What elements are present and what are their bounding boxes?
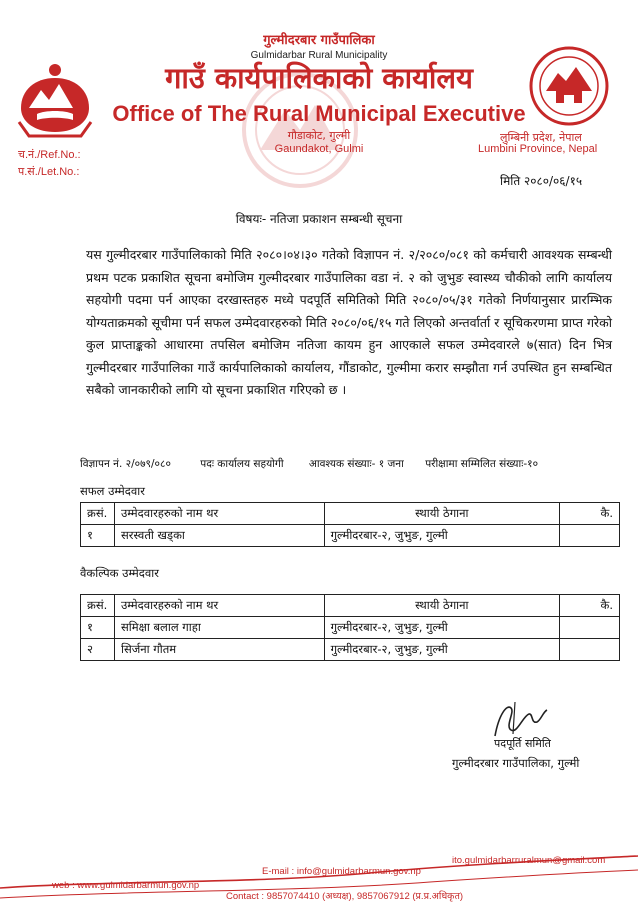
footer-contact: Contact : 9857074410 (अध्यक्ष), 9857067912 (प्र.प्र.अधिकृत) [226,891,464,902]
table-row [81,525,620,547]
cell-sn: १ [81,617,115,639]
col-name: उम्मेदवारहरुको नाम थर [114,503,324,525]
office-title-english: Office of The Rural Municipal Executive [112,101,526,126]
col-sn: क्रसं. [81,503,115,525]
cell-remarks [560,617,620,639]
municipality-name-english: Gulmidarbar Rural Municipality [250,50,388,61]
signatory-title: पदपूर्ति समिति [494,737,551,750]
cell-sn: २ [81,639,115,661]
place-nepali: गौडाकोट, गुल्मी [287,129,351,142]
col-remarks: कै. [560,595,620,617]
footer-website: web : www.gulmidarbarmun.gov.np [52,880,200,891]
cell-address: गुल्मीदरबार-२, जुभुङ, गुल्मी [324,617,560,639]
cell-address: गुल्मीदरबार-२, जुभुङ, गुल्मी [324,525,560,547]
successful-label: सफल उम्मेदवार [80,484,145,498]
col-address: स्थायी ठेगाना [324,503,560,525]
cell-sn: १ [81,525,115,547]
office-title-nepali: गाउँ कार्यपालिकाको कार्यालय [165,61,473,95]
province-english: Lumbini Province, Nepal [478,143,598,155]
footer-email-1: E-mail : info@gulmidarbarmun.gov.np [262,866,421,877]
cell-name: सिर्जना गौतम [114,639,324,661]
advert-post: पदः कार्यालय सहयोगी [200,458,284,470]
place-english: Gaundakot, Gulmi [274,143,364,155]
cell-name: सरस्वती खड्का [114,525,324,547]
cell-remarks [560,639,620,661]
successful-table [80,502,620,547]
col-remarks: कै. [560,503,620,525]
advert-required: आवश्यक संख्याः- १ जना [308,458,404,470]
footer-email-2: ito.gulmidarbarruralmun@gmail.com [452,855,606,866]
notice-subject: विषयः- नतिजा प्रकाशन सम्बन्धी सूचना [235,212,403,226]
alternate-table [80,594,620,661]
notice-body: यस गुल्मीदरबार गाउँपालिकाको मिति २०८०।०४।३० गतेको विज्ञापन नं. २/२०८०/०८१ को कर्मचारी आवश्यक सम्बन्धी प्रथम पटक प्रकाशित सूचना बमोजिम गुल्मीदरबार गाउँपालिका वडा नं. २ को जुभुङ स्वास्थ्य चौकीको लागि कार्यालय सहयोगी पदमा पर्न आएका दरखास्तहरु मध्ये पदपूर्ति समितिको मिति २०८०/०५/३१ गतेको निर्णयानुसार प्रारम्भिक योग्यताक्रमको सूचीमा पर्न सफल उम्मेदवारहरुको मिति २०८०/०६/१५ गते लिएको अन्तर्वार्ता र सूचिकरणमा प्राप्त गरेको कुल प्राप्ताङ्कको आधारमा तपसिल बमोजिम नतिजा कायम हुन आएकाले सफल उम्मेदवारले ७(सात) दिन भित्र गुल्मीदरबार गाउँपालिका गाउँ कार्यपालिकाको कार्यालय, गौंडाकोट, गुल्मीमा करार सम्झौता गर्न उपस्थित हुन सम्बन्धित सबैको जानकारीको लागि यो सूचना प्रकाशित गरिएको छ । [86,247,612,397]
advert-details [80,457,620,471]
col-name: उम्मेदवारहरुको नाम थर [114,595,324,617]
table-row [81,617,620,639]
table-header-row [81,503,620,525]
advert-participants: परीक्षामा सम्मिलित संख्याः-१० [425,458,539,470]
table-header-row [81,595,620,617]
cell-address: गुल्मीदरबार-२, जुभुङ, गुल्मी [324,639,560,661]
municipality-name-nepali: गुल्मीदरबार गाउँपालिका [263,33,375,48]
cell-remarks [560,525,620,547]
advert-number: विज्ञापन नं. २/०७९/०८० [80,458,171,470]
ref-no-label: च.नं./Ref.No.: [18,149,81,161]
col-sn: क्रसं. [81,595,115,617]
signatory-office: गुल्मीदरबार गाउँपालिका, गुल्मी [452,756,580,770]
alternate-label: वैकल्पिक उम्मेदवार [80,566,159,580]
cell-name: समिक्षा बलाल गाहा [114,617,324,639]
letter-no-label: प.सं./Let.No.: [18,166,80,178]
notice-date: मिति २०८०/०६/१५ [500,174,583,188]
table-row [81,639,620,661]
province-nepali: लुम्बिनी प्रदेश, नेपाल [500,131,582,144]
col-address: स्थायी ठेगाना [324,595,560,617]
